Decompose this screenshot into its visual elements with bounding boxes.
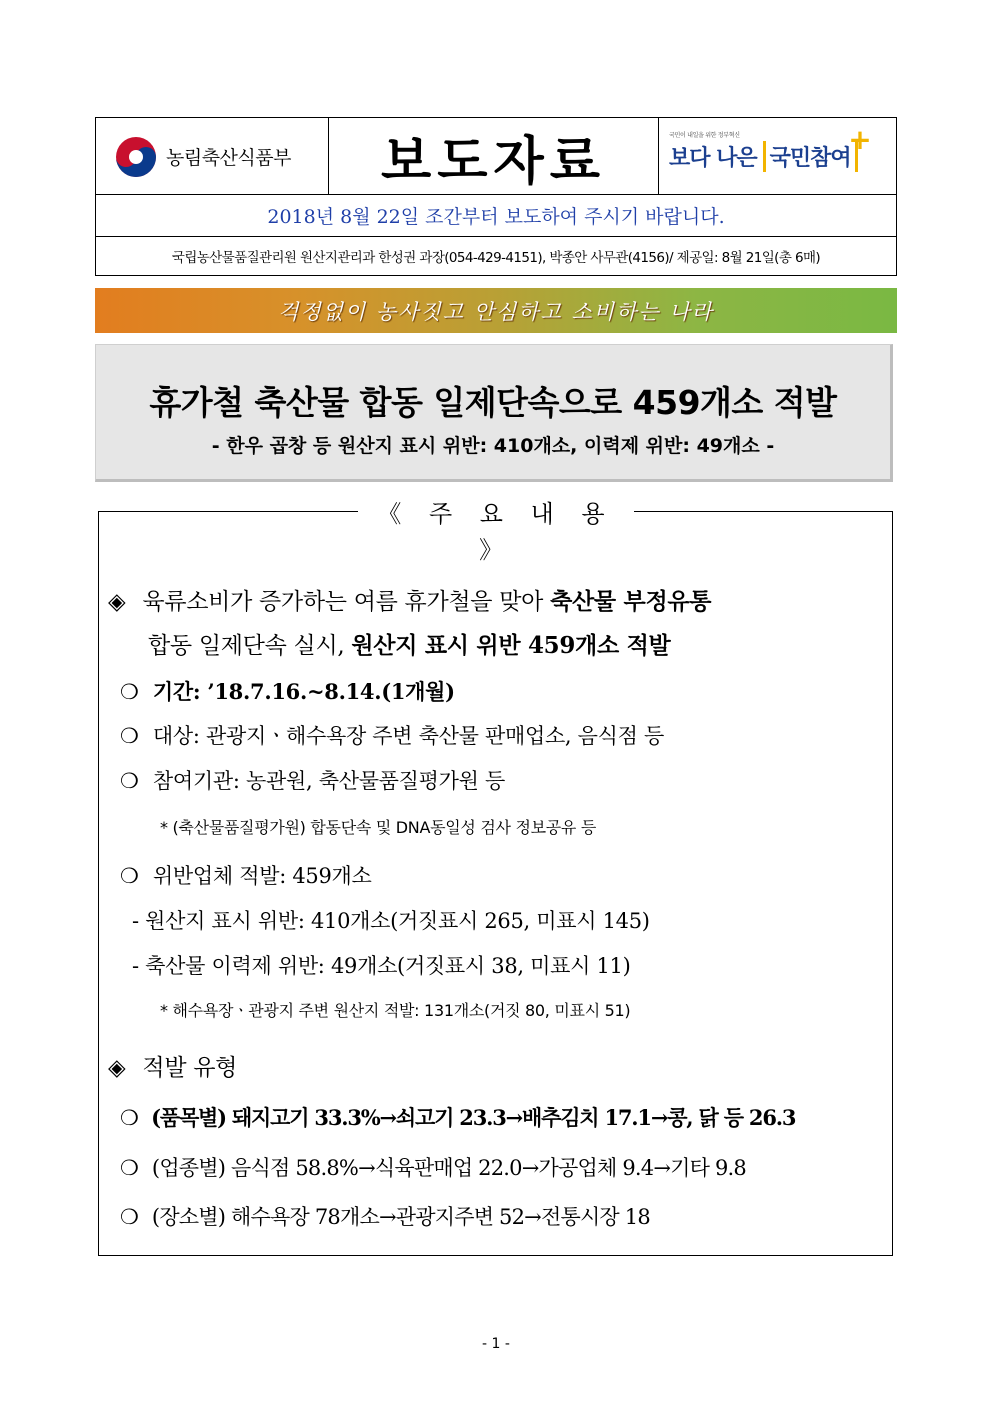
subheadline: - 한우 곱창 등 원산지 표시 위반: 410개소, 이력제 위반: 49개소 - xyxy=(211,435,775,457)
taegeuk-emblem-icon xyxy=(114,135,158,179)
header-top-row xyxy=(96,118,896,195)
page-number: - 1 - xyxy=(482,1336,510,1352)
campaign-tagline: 국민이 내일을 위한 정부혁신 xyxy=(669,132,740,139)
contact-info: 국립농산물품질관리원 원산지관리과 한성권 과장(054-429-4151), 박종안 사무관(4156)/ 제공일: 8월 21일(총 6매) xyxy=(171,250,821,266)
banner-slogan: 걱정없이 농사짓고 안심하고 소비하는 나라 xyxy=(278,299,714,324)
summary-line: ❍ 참여기관: 농관원, 축산물품질평가원 등 xyxy=(120,769,505,793)
circle-bullet-icon: ❍ xyxy=(120,1156,139,1180)
summary-line: ❍ (품목별) 돼지고기 33.3%→쇠고기 23.3→배추김치 17.1→콩, 닭 등 26.3 xyxy=(120,1105,796,1130)
embargo-notice: 2018년 8월 22일 조간부터 보도하여 주시기 바랍니다. xyxy=(96,195,896,237)
headline: 휴가철 축산물 합동 일제단속으로 459개소 적발 xyxy=(149,383,837,422)
summary-line: ◈ 육류소비가 증가하는 여름 휴가철을 맞아 축산물 부정유통 xyxy=(108,588,712,615)
summary-line: ❍ 기간: ’18.7.16.~8.14.(1개월) xyxy=(120,679,455,704)
summary-subline: - 원산지 표시 위반: 410개소(거짓표시 265, 미표시 145) xyxy=(132,909,650,933)
summary-line: ◈ 적발 유형 xyxy=(108,1055,238,1081)
summary-line: 합동 일제단속 실시, 원산지 표시 위반 459개소 적발 xyxy=(148,632,671,659)
diamond-bullet-icon: ◈ xyxy=(108,589,126,615)
circle-bullet-icon: ❍ xyxy=(120,1106,138,1130)
circle-bullet-icon: ❍ xyxy=(120,769,139,793)
press-header xyxy=(95,117,897,276)
plus-icon: + xyxy=(848,123,871,156)
circle-bullet-icon: ❍ xyxy=(120,724,139,748)
headline-box xyxy=(95,344,893,482)
circle-bullet-icon: ❍ xyxy=(120,864,139,888)
campaign-text-a: 보다 나은 xyxy=(669,146,757,171)
summary-note: * (축산물품질평가원) 합동단속 및 DNA동일성 검사 정보공유 등 xyxy=(160,818,597,837)
diamond-bullet-icon: ◈ xyxy=(108,1055,126,1081)
summary-line: ❍ (장소별) 해수욕장 78개소→관광지주변 52→전통시장 18 xyxy=(120,1205,650,1229)
summary-note: * 해수욕장ㆍ관광지 주변 원산지 적발: 131개소(거짓 80, 미표시 51) xyxy=(160,1001,631,1020)
circle-bullet-icon: ❍ xyxy=(120,680,139,704)
document-title: 보도자료 xyxy=(329,118,659,195)
summary-line: ❍ 대상: 관광지ㆍ해수욕장 주변 축산물 판매업소, 음식점 등 xyxy=(120,724,665,748)
slogan-banner xyxy=(95,288,897,333)
ministry-name: 농림축산식품부 xyxy=(166,147,291,169)
summary-subline: - 축산물 이력제 위반: 49개소(거짓표시 38, 미표시 11) xyxy=(132,954,631,978)
ministry-logo-cell xyxy=(96,118,329,195)
summary-heading: 《 주 요 내 용 》 xyxy=(358,496,634,532)
circle-bullet-icon: ❍ xyxy=(120,1205,139,1229)
campaign-text-b: 국민참여 + xyxy=(763,141,858,172)
summary-line: ❍ 위반업체 적발: 459개소 xyxy=(120,864,372,888)
campaign-logo xyxy=(659,118,898,195)
summary-line: ❍ (업종별) 음식점 58.8%→식육판매업 22.0→가공업체 9.4→기타 9.8 xyxy=(120,1156,746,1180)
